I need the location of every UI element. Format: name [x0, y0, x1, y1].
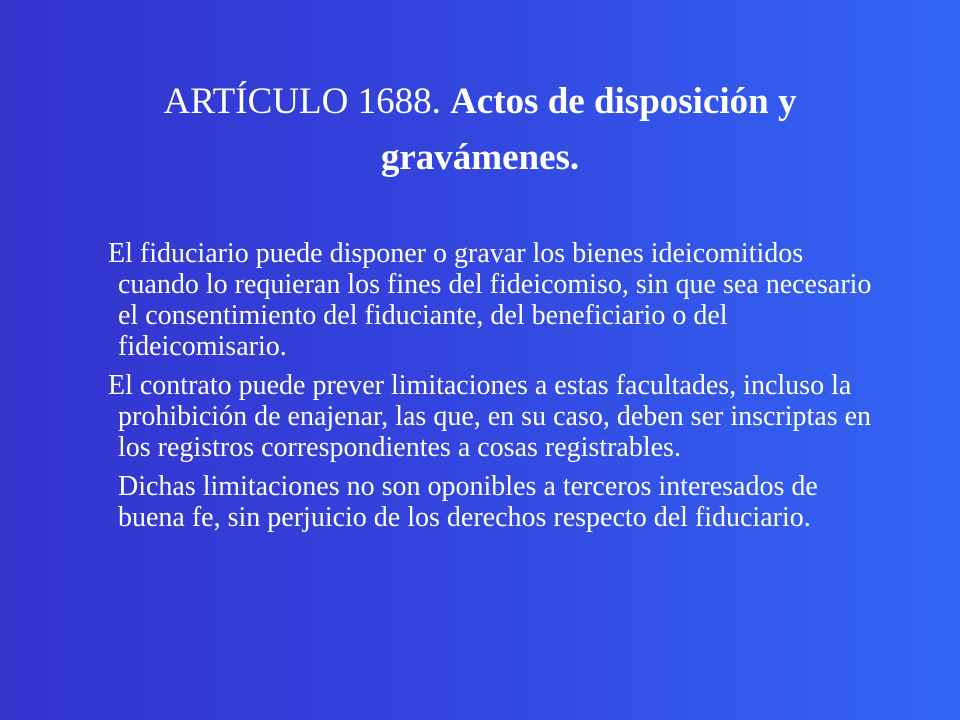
paragraph-1: El fiduciario puede disponer o gravar los bienes ideicomitidos cuando lo requieran los fines del fideicomiso, sin que sea necesario el consentimiento del fiduciante, del beneficiario o del fideicomisario.: [108, 238, 872, 362]
paragraph-3: Dichas limitaciones no son oponibles a terceros interesados de buena fe, sin perjuicio de los derechos respecto del fiduciario.: [118, 471, 818, 533]
title-article-number: ARTÍCULO 1688.: [163, 81, 451, 122]
slide-title: [100, 74, 860, 186]
slide-body: [96, 238, 886, 541]
paragraph-2: El contrato puede prever limitaciones a estas facultades, incluso la prohibición de enajenar, las que, en su caso, deben ser inscriptas en los registros correspondientes a cosas registrables.: [108, 370, 872, 463]
title-heading: Actos de disposición y gravámenes.: [380, 81, 797, 178]
